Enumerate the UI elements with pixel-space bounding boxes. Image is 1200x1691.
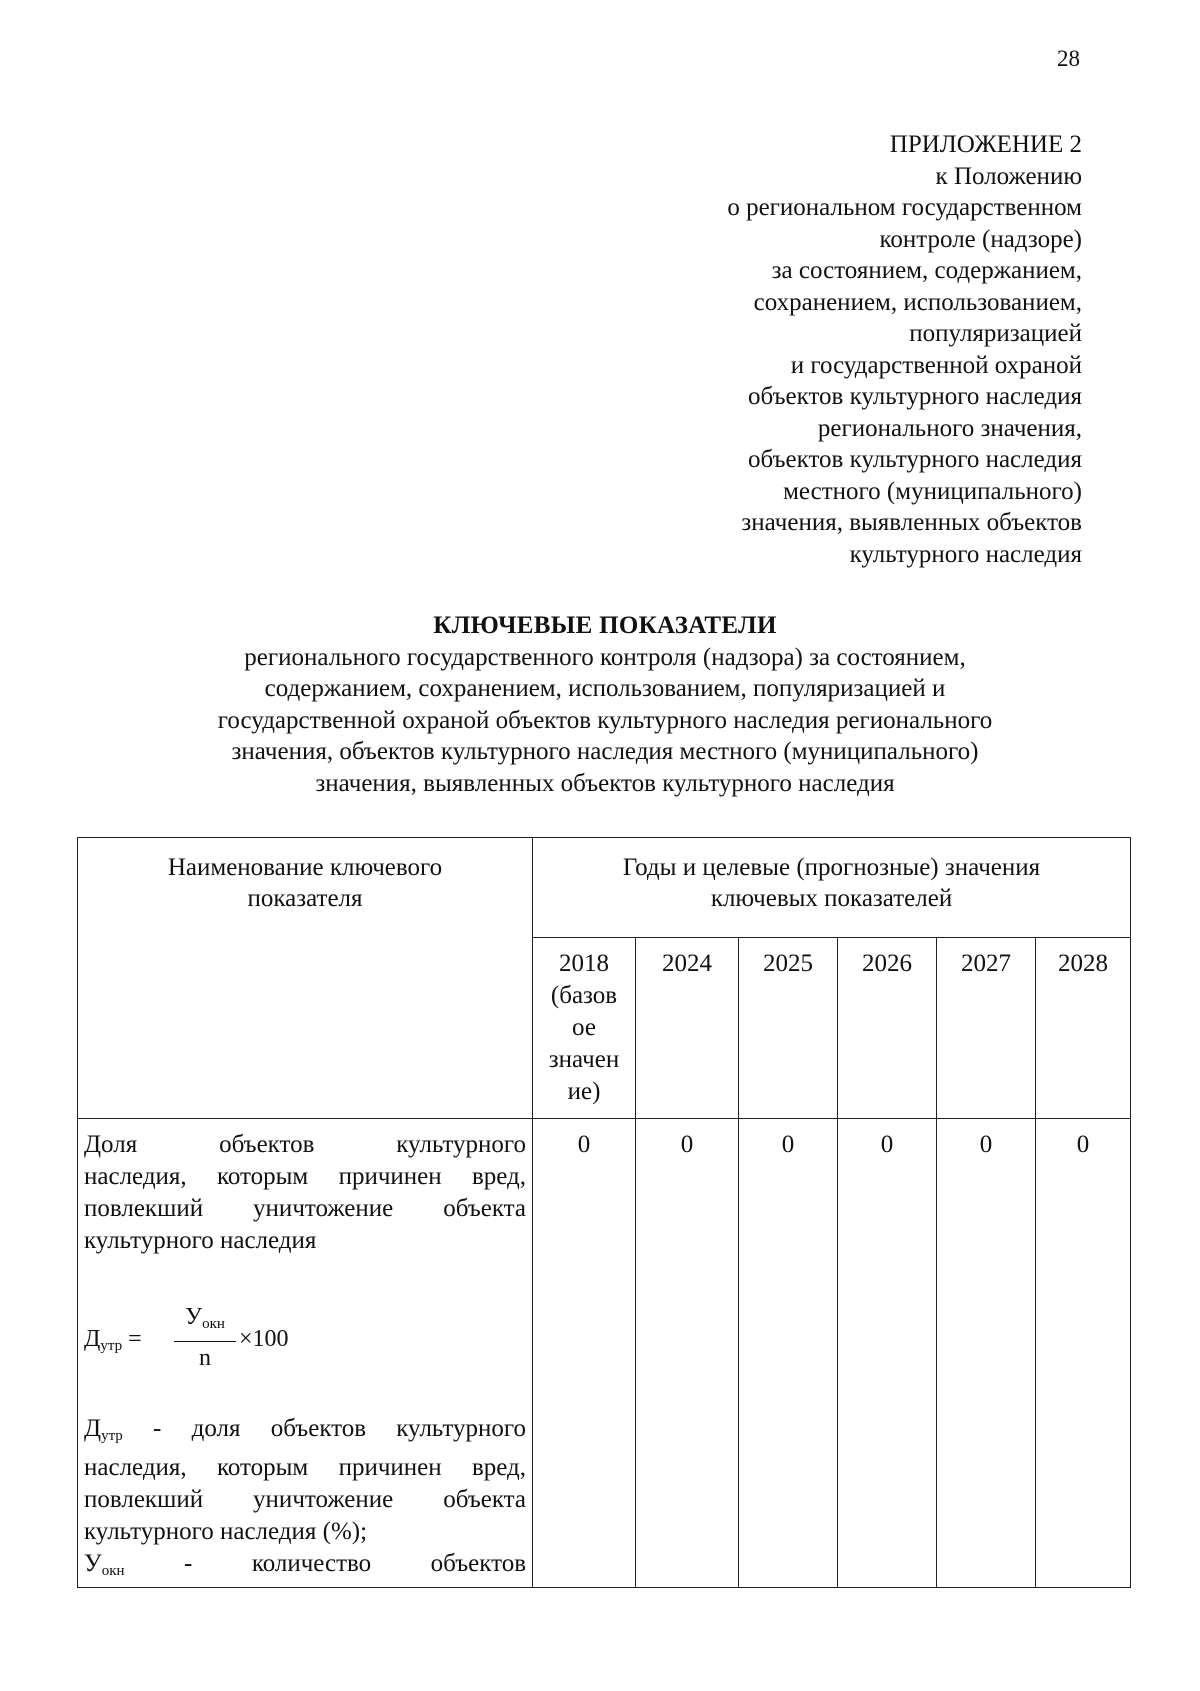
value-2026: 0 bbox=[838, 1119, 937, 1588]
indicator-name-line: повлекший уничтожение объекта bbox=[84, 1195, 526, 1222]
formula-equals: = bbox=[128, 1326, 142, 1352]
formula-lhs bbox=[84, 1323, 142, 1362]
year-header-2018 bbox=[533, 938, 636, 1119]
kpi-table bbox=[77, 837, 1131, 1588]
formula-symbol: Д bbox=[84, 1326, 101, 1352]
definition-line bbox=[84, 1413, 526, 1452]
year-note: ое bbox=[572, 1014, 596, 1041]
def-text: - доля объектов культурного bbox=[153, 1415, 526, 1442]
year-header-2027 bbox=[937, 938, 1036, 1119]
annex-line: значения, выявленных объектов bbox=[741, 509, 1082, 536]
indicator-name-line: Доля объектов культурного bbox=[84, 1131, 526, 1158]
annex-line: за состоянием, содержанием, bbox=[771, 257, 1082, 284]
annex-line: регионального значения, bbox=[817, 414, 1082, 442]
year-label: 2027 bbox=[961, 950, 1011, 977]
year-note: (базов bbox=[550, 982, 618, 1009]
annex-line: популяризацией bbox=[909, 320, 1082, 347]
subtitle-line: содержанием, сохранением, использованием, популяризацией и bbox=[264, 675, 946, 702]
value-2027: 0 bbox=[937, 1119, 1036, 1588]
subtitle-line: регионального государственного контроля (надзора) за состоянием, bbox=[244, 643, 966, 671]
def-subscript: утр bbox=[101, 1428, 123, 1444]
year-label: 2026 bbox=[862, 950, 912, 977]
header-name-line: Наименование ключевого bbox=[167, 854, 443, 881]
value-2024: 0 bbox=[636, 1119, 739, 1588]
annex-line: и государственной охраной bbox=[790, 351, 1082, 379]
document-heading: КЛЮЧЕВЫЕ ПОКАЗАТЕЛИ bbox=[433, 612, 777, 639]
value-2028: 0 bbox=[1036, 1119, 1131, 1588]
formula-denominator: n bbox=[199, 1345, 211, 1371]
header-name-line: показателя bbox=[247, 885, 363, 912]
value-2025: 0 bbox=[739, 1119, 838, 1588]
value-2018: 0 bbox=[533, 1119, 636, 1588]
annex-line: контроле (надзоре) bbox=[879, 225, 1082, 253]
annex-line: ПРИЛОЖЕНИЕ 2 bbox=[889, 131, 1082, 158]
title-block bbox=[75, 610, 1135, 799]
annex-line: о региональном государственном bbox=[727, 194, 1082, 221]
year-header-2028 bbox=[1036, 938, 1131, 1119]
formula-num-symbol: У bbox=[185, 1304, 203, 1330]
year-label: 2018 bbox=[559, 950, 609, 977]
formula bbox=[84, 1301, 526, 1371]
annex-line: объектов культурного наследия bbox=[748, 446, 1082, 473]
annex-line: объектов культурного наследия bbox=[748, 383, 1082, 410]
header-years-line: ключевых показателей bbox=[710, 885, 953, 912]
header-years-line: Годы и целевые (прогнозные) значения bbox=[622, 854, 1041, 881]
def-subscript: окн bbox=[101, 1563, 125, 1579]
indicator-name-line: наследия, которым причинен вред, bbox=[84, 1163, 526, 1190]
formula-num-subscript: окн bbox=[202, 1316, 225, 1332]
year-note: ие) bbox=[567, 1078, 601, 1105]
subtitle-line: значения, объектов культурного наследия местного (муниципального) bbox=[231, 738, 979, 765]
subtitle-line: государственной охраной объектов культурного наследия регионального bbox=[217, 706, 993, 734]
year-label: 2025 bbox=[763, 950, 813, 977]
def-text: - количество объектов bbox=[184, 1550, 526, 1577]
year-label: 2028 bbox=[1058, 950, 1109, 977]
indicator-description bbox=[78, 1119, 533, 1588]
definition-line: наследия, которым причинен вред, bbox=[84, 1454, 526, 1481]
annex-block bbox=[562, 129, 1082, 570]
indicator-name-line: культурного наследия bbox=[84, 1227, 317, 1254]
year-note: значен bbox=[548, 1046, 620, 1073]
formula-subscript: утр bbox=[100, 1338, 123, 1354]
header-indicator-name bbox=[78, 838, 533, 1119]
def-symbol: Д bbox=[84, 1415, 102, 1442]
formula-fraction bbox=[174, 1301, 236, 1374]
annex-line: сохранением, использованием, bbox=[753, 288, 1082, 316]
annex-line: к Положению bbox=[935, 162, 1082, 190]
annex-line: культурного наследия bbox=[849, 540, 1082, 568]
def-symbol: У bbox=[84, 1550, 102, 1577]
subtitle-line: значения, выявленных объектов культурного наследия bbox=[315, 769, 895, 797]
page-number: 28 bbox=[1057, 46, 1080, 71]
definition-line: культурного наследия (%); bbox=[84, 1518, 368, 1545]
year-header-2026 bbox=[838, 938, 937, 1119]
formula-numerator bbox=[174, 1301, 236, 1342]
definition-line: повлекший уничтожение объекта bbox=[84, 1486, 526, 1513]
year-header-2024 bbox=[636, 938, 739, 1119]
year-label: 2024 bbox=[662, 950, 712, 977]
year-header-2025 bbox=[739, 938, 838, 1119]
formula-multiplier: ×100 bbox=[239, 1326, 289, 1352]
annex-line: местного (муниципального) bbox=[783, 477, 1082, 505]
definition-line bbox=[84, 1548, 526, 1587]
header-years-values bbox=[533, 838, 1131, 938]
